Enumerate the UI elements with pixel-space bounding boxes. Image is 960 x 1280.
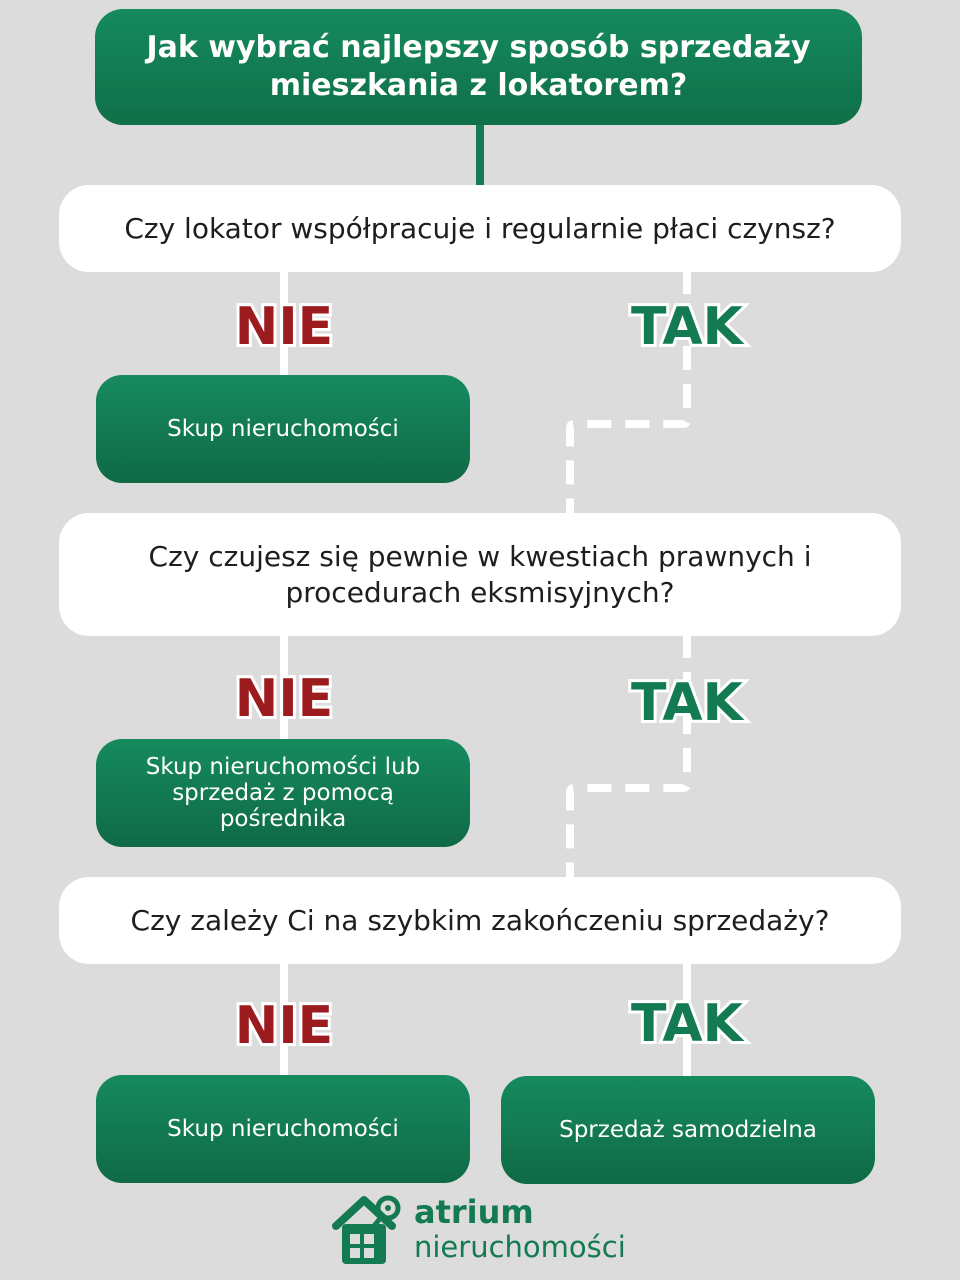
brand-logo bbox=[330, 1192, 650, 1272]
question-3 bbox=[59, 877, 901, 964]
outcome-q3-yes bbox=[501, 1076, 875, 1184]
outcome-q1-no-text: Skup nieruchomości bbox=[167, 416, 399, 442]
logo-wordmark-line1: atrium bbox=[414, 1193, 534, 1231]
yes-label-3: TAK bbox=[631, 994, 743, 1054]
no-label-1: NIE bbox=[234, 297, 334, 357]
yes-label-1: TAK bbox=[631, 297, 743, 357]
outcome-q1-no bbox=[96, 375, 470, 483]
title-text: Jak wybrać najlepszy sposób sprzedaży mieszkania z lokatorem? bbox=[146, 30, 811, 103]
outcome-q3-yes-text: Sprzedaż samodzielna bbox=[559, 1117, 817, 1143]
question-2 bbox=[59, 513, 901, 636]
logo-wordmark-line2: nieruchomości bbox=[414, 1230, 626, 1264]
question-3-text: Czy zależy Ci na szybkim zakończeniu sprzedaży? bbox=[130, 903, 830, 937]
question-2-text: Czy czujesz się pewnie w kwestiach prawnych i procedurach eksmisyjnych? bbox=[148, 539, 812, 609]
no-label-2: NIE bbox=[234, 669, 334, 729]
yes-path-2 bbox=[570, 634, 687, 880]
question-1 bbox=[59, 185, 901, 272]
outcome-q3-no bbox=[96, 1075, 470, 1183]
no-label-3: NIE bbox=[234, 996, 334, 1056]
outcome-q3-no-text: Skup nieruchomości bbox=[167, 1116, 399, 1142]
house-with-key-icon bbox=[330, 1192, 410, 1268]
outcome-q2-no-text: Skup nieruchomości lub sprzedaż z pomocą pośrednika bbox=[145, 754, 421, 832]
flowchart-title bbox=[95, 9, 862, 125]
outcome-q2-no bbox=[96, 739, 470, 847]
question-1-text: Czy lokator współpracuje i regularnie płaci czynsz? bbox=[124, 211, 836, 245]
yes-label-2: TAK bbox=[631, 673, 743, 733]
